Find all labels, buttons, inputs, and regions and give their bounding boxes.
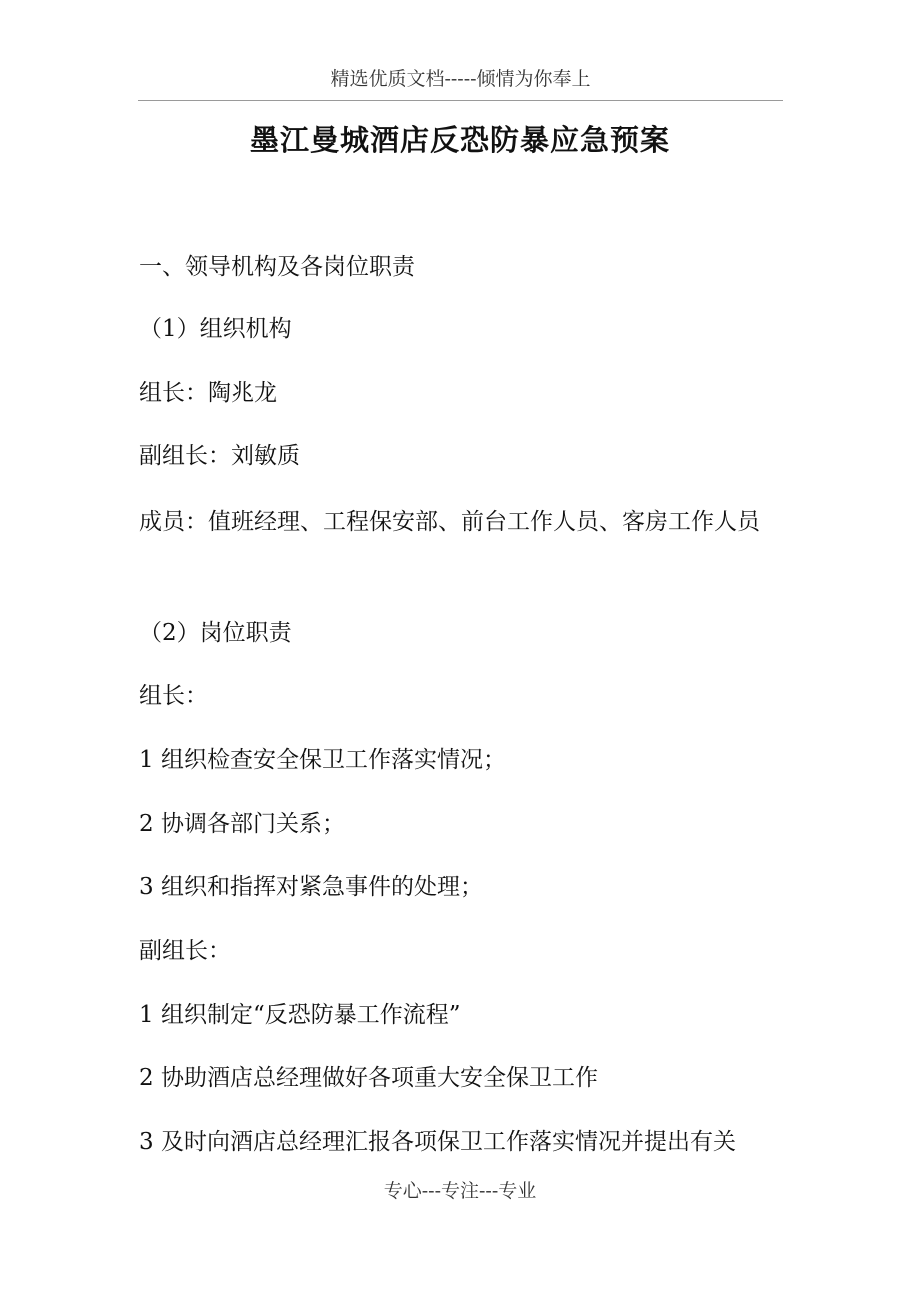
document-title: 墨江曼城酒店反恐防暴应急预案 [249,123,670,157]
paragraph-members: 成员：值班经理、工程保安部、前台工作人员、客房工作人员 [139,509,760,535]
paragraph-deputy-leader: 副组长：刘敏质 [139,443,300,469]
subsection-heading-organization: （1）组织机构 [139,316,292,342]
page-footer [0,1176,920,1206]
list-item: 1 组织制定“反恐防暴工作流程” [139,1002,461,1028]
list-item: 2 协助酒店总经理做好各项重大安全保卫工作 [139,1065,598,1091]
header-text: 精选优质文档-----倾情为你奉上 [330,68,591,90]
subsection-heading-duties: （2）岗位职责 [139,620,292,646]
paragraph-deputy-duties-label: 副组长： [139,938,231,964]
paragraph-leader: 组长：陶兆龙 [139,380,277,406]
list-item: 1 组织检查安全保卫工作落实情况； [139,747,506,773]
paragraph-leader-duties-label: 组长： [139,683,208,709]
section-heading: 一、领导机构及各岗位职责 [139,254,415,280]
list-item: 3 组织和指挥对紧急事件的处理； [139,874,483,900]
list-item: 3 及时向酒店总经理汇报各项保卫工作落实情况并提出有关 [139,1129,736,1155]
footer-text: 专心---专注---专业 [383,1180,537,1202]
page-header [138,64,783,101]
list-item: 2 协调各部门关系； [139,811,345,837]
